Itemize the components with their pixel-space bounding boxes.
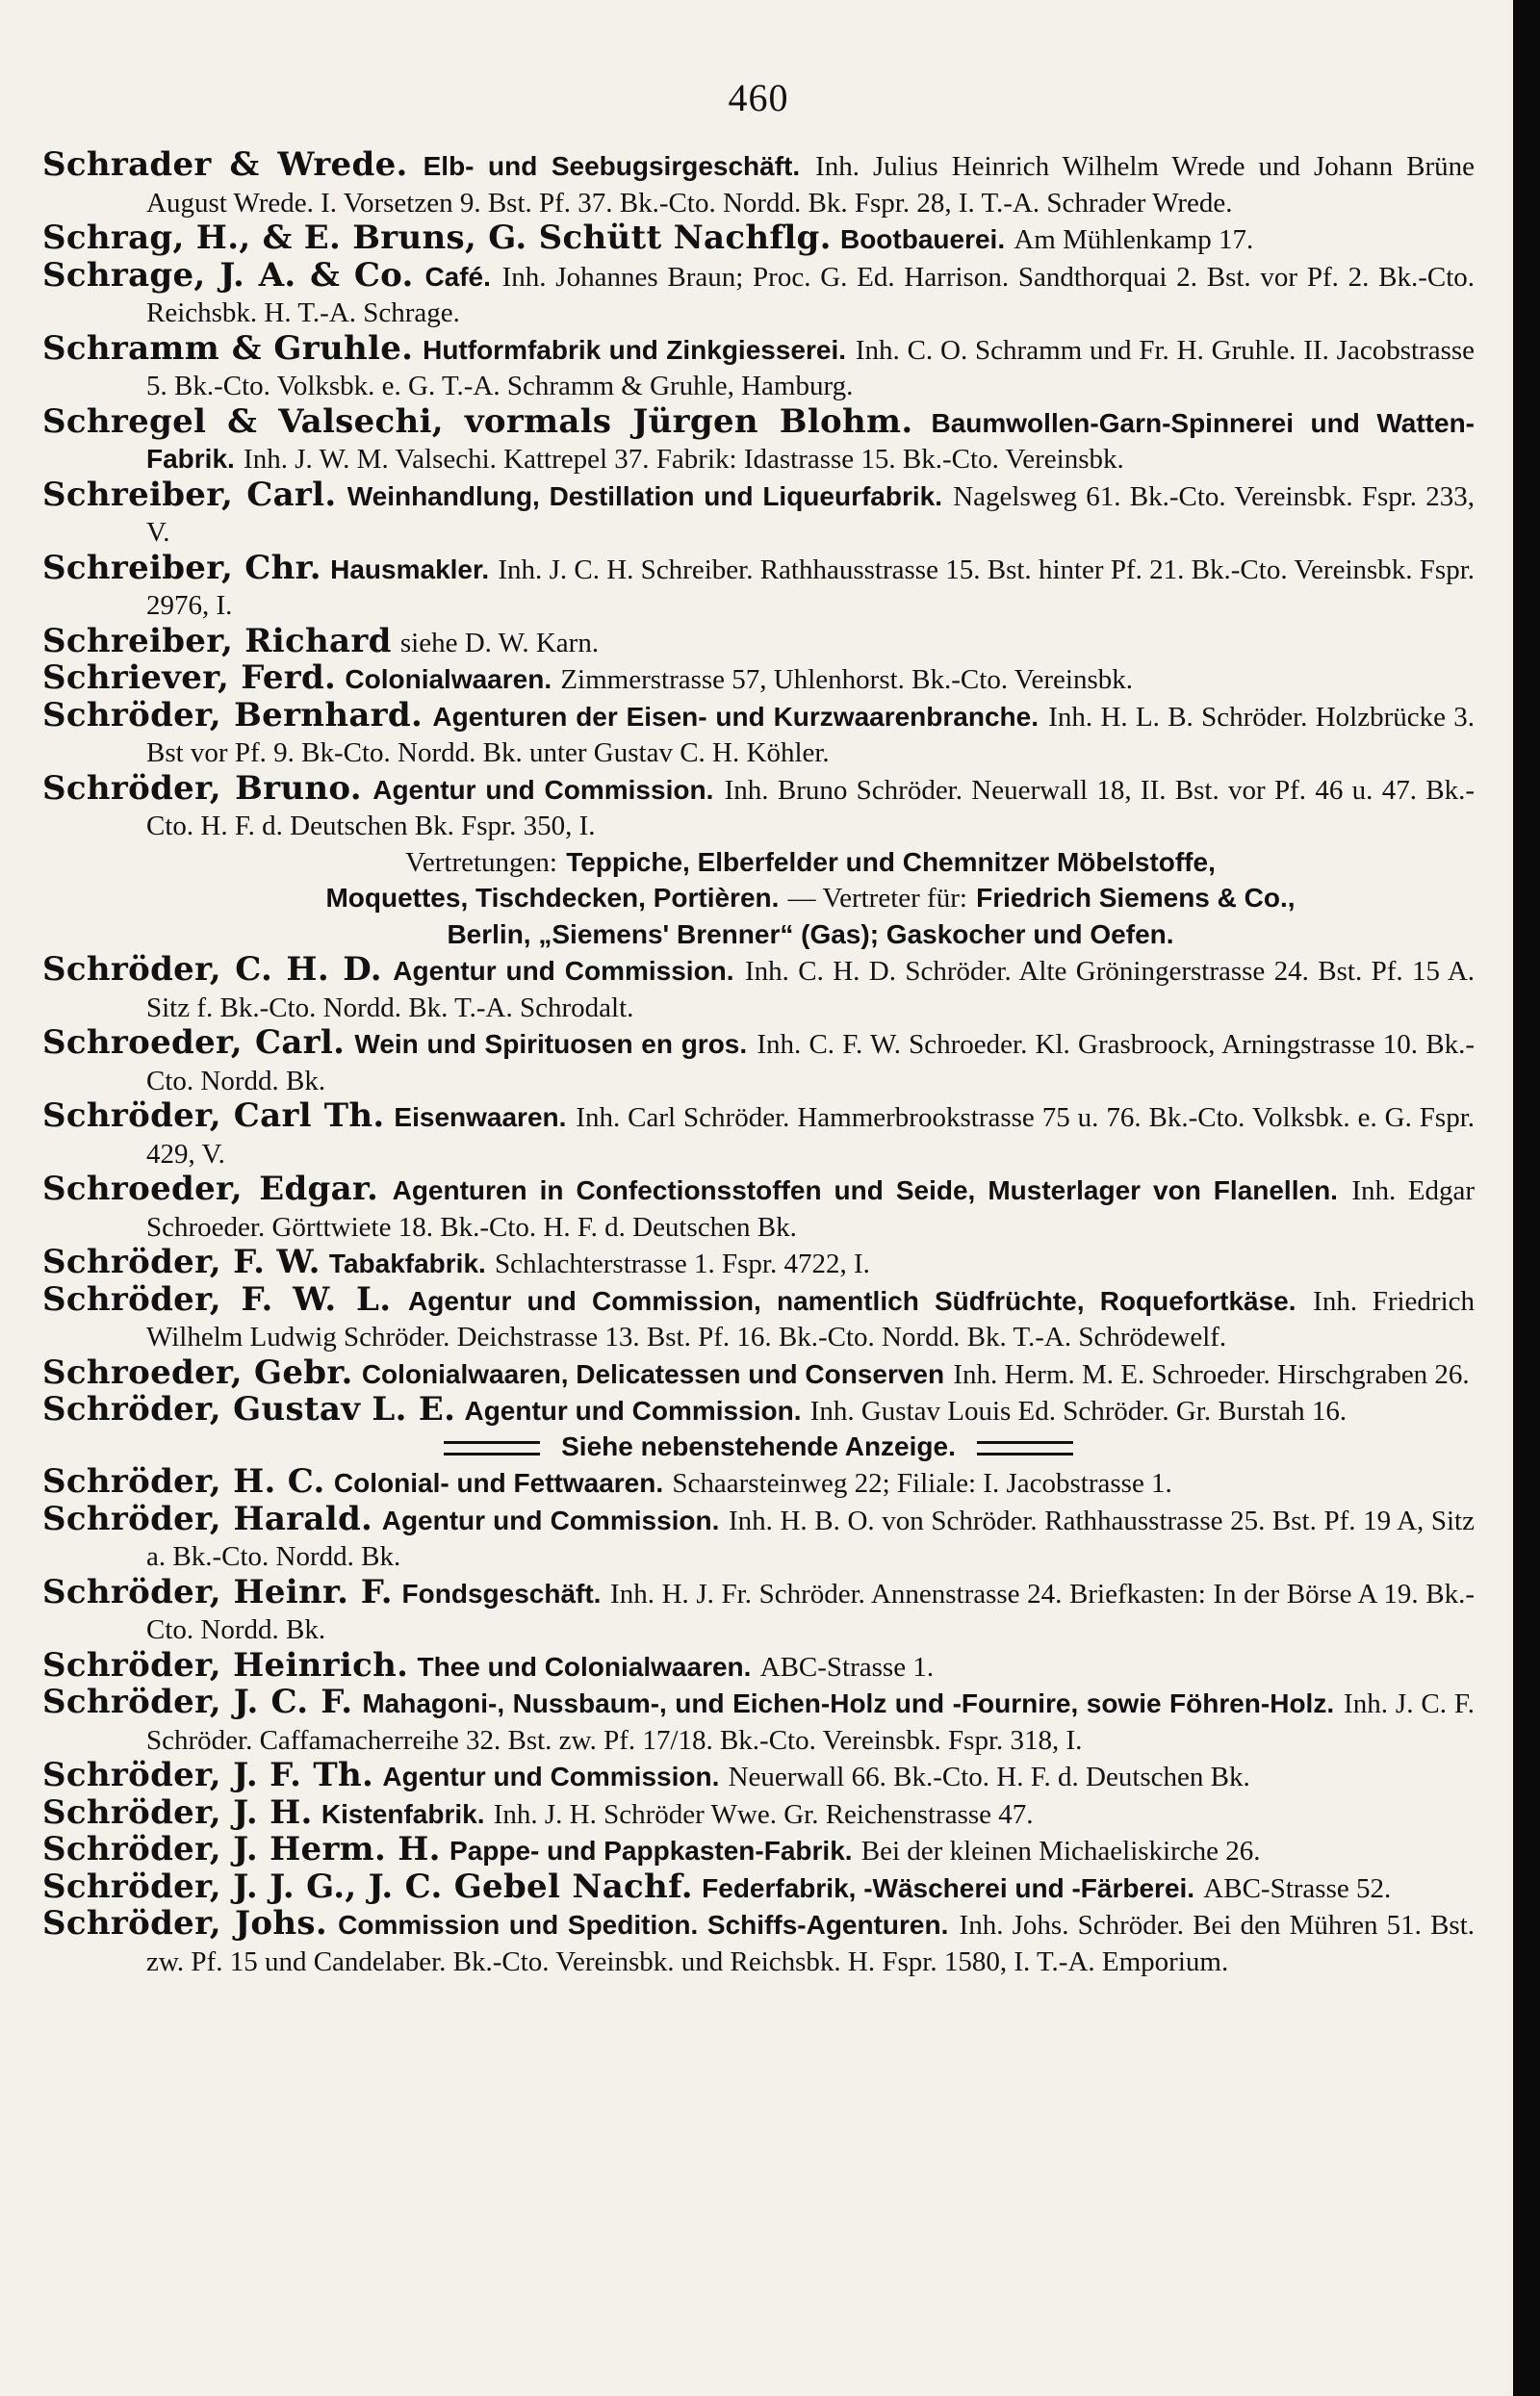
entry-business: Weinhandlung, Destillation und Liqueurfabrik. [346,480,943,511]
entry-group-3 [42,1464,1475,1979]
entry-details: Schaarsteinweg 22; Filiale: I. Jacobstrasse 1. [672,1468,1172,1499]
directory-entry [42,1645,1475,1686]
entry-name: Schrag, H., & E. Bruns, G. Schütt Nachflg. [42,219,832,257]
entry-business: Hausmakler. [330,554,490,584]
representation-line-2a: Moquettes, Tischdecken, Portièren. [325,883,780,913]
representation-line-3: Berlin, „Siemens' Brenner“ (Gas); Gaskocher und Oefen. [447,918,1174,949]
entry-business: Colonialwaaren, Delicatessen und Conserven [361,1358,945,1389]
entry-details: Inh. Herm. M. E. Schroeder. Hirschgraben 26. [953,1358,1470,1390]
entry-name: Schröder, J. Herm. H. [42,1830,441,1868]
entry-business: Tabakfabrik. [328,1249,486,1278]
entry-details: Schlachterstrasse 1. Fspr. 4722, I. [495,1249,870,1279]
entry-business: Agentur und Commission. [381,1505,720,1535]
directory-entry [42,147,1475,220]
entry-business: Pappe- und Pappkasten-Fabrik. [449,1836,853,1866]
directory-entry [42,1025,1475,1098]
entry-business: Wein und Spirituosen en gros. [354,1029,748,1059]
entry-business: Agenturen in Confectionsstoffen und Seide, Musterlager von Flanellen. [392,1175,1338,1205]
entry-details: Inh. C. H. D. Schröder. Alte Gröningerstrasse 24. Bst. Pf. 15 A. Sitz f. Bk.-Cto. Nordd. Bk. T.-A. Schrodalt. [146,956,1476,1023]
entry-business: Bootbauerei. [839,224,1006,254]
entry-details: Inh. Julius Heinrich Wilhelm Wrede und Johann Brüne August Wrede. I. Vorsetzen 9. Bst. Pf. 37. Bk.-Cto. Nordd. Bk. Fspr. 28, I. T.-A. Schrader Wrede. [146,151,1476,219]
directory-entry [42,548,1476,624]
page-number: 460 [728,76,789,119]
entry-name: Schrader & Wrede. [42,145,408,184]
directory-entry [42,1572,1476,1648]
entry-name: Schröder, Bruno. [42,768,362,808]
entry-details: Inh. C. F. W. Schroeder. Kl. Grasbroock, Arningstrasse 10. Bk.-Cto. Nordd. Bk. [146,1029,1476,1096]
directory-entry [42,328,1476,404]
directory-entry [42,1279,1476,1355]
entry-details: Inh. J. H. Schröder Wwe. Gr. Reichenstrasse 47. [493,1798,1034,1830]
entry-details: siehe D. W. Karn. [399,627,600,658]
directory-entry [42,1245,1475,1282]
entry-details: Inh. J. C. H. Schreiber. Rathhausstrasse 15. Bst. hinter Pf. 21. Bk.-Cto. Vereinsbk. Fspr. 2976, I. [146,554,1476,621]
representation-lead: Vertretungen: [405,846,557,878]
directory-entry [42,1685,1475,1758]
entry-name: Schröder, Heinrich. [42,1645,409,1685]
entry-business: Eisenwaaren. [394,1102,567,1132]
entry-group-2 [42,952,1475,1430]
representation-line-2b: — Vertreter für: [787,883,967,914]
entry-business: Baumwollen-Garn-Spinnerei und Watten-Fabrik. [146,407,1476,474]
entry-details: Zimmerstrasse 57, Uhlenhorst. Bk.-Cto. Vereinsbk. [560,664,1134,695]
entry-business: Agentur und Commission. [393,956,734,986]
entry-details: Inh. H. L. B. Schröder. Holzbrücke 3. Bst vor Pf. 9. Bk-Cto. Nordd. Bk. unter Gustav C. H. Köhler. [146,701,1476,768]
entry-name: Schröder, Johs. [42,1904,327,1943]
entry-details: Neuerwall 66. Bk.-Cto. H. F. d. Deutschen Bk. [728,1762,1250,1792]
representation-block [146,844,1475,953]
directory-entry [42,1792,1475,1833]
directory-entry [42,1392,1475,1430]
entry-name: Schriever, Ferd. [42,658,337,697]
entry-business: Kistenfabrik. [321,1798,485,1829]
entry-name: Schröder, H. C. [42,1462,325,1501]
entry-business: Colonialwaaren. [345,664,552,694]
entry-details: Inh. Gustav Louis Ed. Schröder. Gr. Burstah 16. [809,1396,1348,1427]
directory-entry [42,768,1476,844]
entry-details: Am Mühlenkamp 17. [1014,224,1254,255]
entry-name: Schröder, F. W. [42,1243,321,1281]
entry-name: Schröder, J. F. Th. [42,1756,374,1794]
entry-name: Schröder, Carl Th. [42,1096,385,1135]
entry-details: Inh. J. C. F. Schröder. Caffamacherreihe 32. Bst. zw. Pf. 17/18. Bk.-Cto. Vereinsbk. Fspr. 318, I. [146,1688,1475,1756]
entry-name: Schröder, F. W. L. [42,1279,392,1319]
entry-group-1 [42,147,1475,844]
entry-name: Schröder, J. C. F. [42,1683,353,1721]
directory-entry [42,255,1476,331]
entry-details: Inh. Edgar Schroeder. Görttwiete 18. Bk.-Cto. H. F. d. Deutschen Bk. [146,1175,1476,1243]
entry-name: Schroeder, Carl. [42,1023,346,1062]
entry-details: Inh. Carl Schröder. Hammerbrookstrasse 75 u. 76. Bk.-Cto. Volksbk. e. G. Fspr. 429, V. [146,1102,1476,1170]
directory-entry [42,621,1475,661]
entry-business: Colonial- und Fettwaaren. [333,1468,664,1498]
directory-entry [42,1355,1475,1393]
notice-text: Siehe nebenstehende Anzeige. [561,1430,956,1461]
entry-name: Schröder, Bernhard. [42,695,424,734]
double-rule-left [444,1441,540,1456]
advertisement-notice [42,1430,1475,1465]
directory-entry [42,695,1476,771]
entry-name: Schreiber, Richard [42,621,392,660]
entry-name: Schrage, J. A. & Co. [42,255,414,295]
directory-entry [42,1172,1475,1245]
entry-business: Agentur und Commission, namentlich Südfrüchte, Roquefortkäse. [408,1285,1296,1316]
representation-line-2c: Friedrich Siemens & Co., [976,883,1296,913]
entry-business: Elb- und Seebugsirgeschäft. [423,151,801,181]
entry-business: Café. [424,261,491,292]
entry-details: Inh. H. B. O. von Schröder. Rathhausstrasse 25. Bst. Pf. 19 A, Sitz a. Bk.-Cto. Nordd. Bk. [146,1505,1475,1572]
entry-details: Inh. H. J. Fr. Schröder. Annenstrasse 24. Briefkasten: In der Börse A 19. Bk.-Cto. Nordd. Bk. [146,1578,1476,1645]
entry-business: Agenturen der Eisen- und Kurzwaarenbranche. [432,701,1039,732]
directory-entry [42,401,1476,477]
entry-name: Schregel & Valsechi, vormals Jürgen Blohm. [42,401,913,441]
directory-entry [42,1499,1475,1575]
entry-details: Inh. C. O. Schramm und Fr. H. Gruhle. II. Jacobstrasse 5. Bk.-Cto. Volksbk. e. G. T.-A. Schramm & Gruhle, Hamburg. [146,334,1476,401]
directory-entry [42,1098,1475,1172]
entry-name: Schröder, J. J. G., J. C. Gebel Nachf. [42,1867,693,1906]
entry-details: Bei der kleinen Michaeliskirche 26. [860,1836,1261,1867]
directory-entry [42,220,1475,258]
directory-entry [42,660,1475,698]
entry-details: ABC-Strasse 1. [759,1651,935,1683]
entry-details: Inh. Johannes Braun; Proc. G. Ed. Harrison. Sandthorquai 2. Bst. vor Pf. 2. Bk.-Cto. Reichsbk. H. T.-A. Schrage. [146,261,1476,328]
entry-business: Mahagoni-, Nussbaum-, und Eichen-Holz und -Fournire, sowie Föhren-Holz. [362,1688,1335,1718]
directory-entry [42,952,1475,1025]
entry-business: Fondsgeschäft. [401,1578,602,1609]
entry-business: Thee und Colonialwaaren. [417,1651,752,1682]
entry-details: Inh. J. W. M. Valsechi. Kattrepel 37. Fabrik: Idastrasse 15. Bk.-Cto. Vereinsbk. [244,444,1124,475]
directory-entry [42,477,1475,551]
entry-details: Inh. Bruno Schröder. Neuerwall 18, II. Bst. vor Pf. 46 u. 47. Bk.-Cto. H. F. d. Deutschen Bk. Fspr. 350, I. [146,774,1476,841]
entry-name: Schramm & Gruhle. [42,328,414,368]
representation-line-1: Teppiche, Elberfelder und Chemnitzer Möbelstoffe, [566,846,1216,877]
directory-entry [42,1869,1475,1907]
entry-details: Inh. Johs. Schröder. Bei den Mühren 51. Bst. zw. Pf. 15 und Candelaber. Bk.-Cto. Vereinsbk. und Reichsbk. H. Fspr. 1580, I. T.-A. Emporium. [146,1910,1475,1977]
entry-business: Hutformfabrik und Zinkgiesserei. [423,334,847,365]
entry-name: Schröder, J. H. [42,1792,313,1832]
entry-business: Commission und Spedition. Schiffs-Agenturen. [338,1910,949,1940]
entry-name: Schröder, Heinr. F. [42,1572,393,1611]
entry-business: Agentur und Commission. [464,1396,802,1426]
entry-name: Schröder, C. H. D. [42,950,382,989]
directory-entry [42,1906,1475,1979]
directory-entry [42,1464,1475,1502]
directory-entry [42,1832,1475,1869]
entry-name: Schreiber, Chr. [42,548,321,587]
entry-business: Federfabrik, -Wäscherei und -Färberei. [702,1872,1195,1903]
entry-details: Inh. Friedrich Wilhelm Ludwig Schröder. Deichstrasse 13. Bst. Pf. 16. Bk.-Cto. Nordd. Bk. T.-A. Schrödewelf. [146,1285,1476,1353]
entry-business: Agentur und Commission. [382,1762,720,1791]
entry-name: Schroeder, Gebr. [42,1353,353,1392]
entry-name: Schröder, Gustav L. E. [42,1390,456,1429]
entry-details: Nagelsweg 61. Bk.-Cto. Vereinsbk. Fspr. 233, V. [146,480,1476,548]
entry-name: Schroeder, Edgar. [42,1170,379,1208]
entry-business: Agentur und Commission. [372,774,714,805]
double-rule-right [977,1441,1073,1456]
entry-name: Schreiber, Carl. [42,475,337,514]
entry-details: ABC-Strasse 52. [1203,1872,1392,1904]
entry-name: Schröder, Harald. [42,1499,373,1538]
directory-entry [42,1758,1475,1795]
